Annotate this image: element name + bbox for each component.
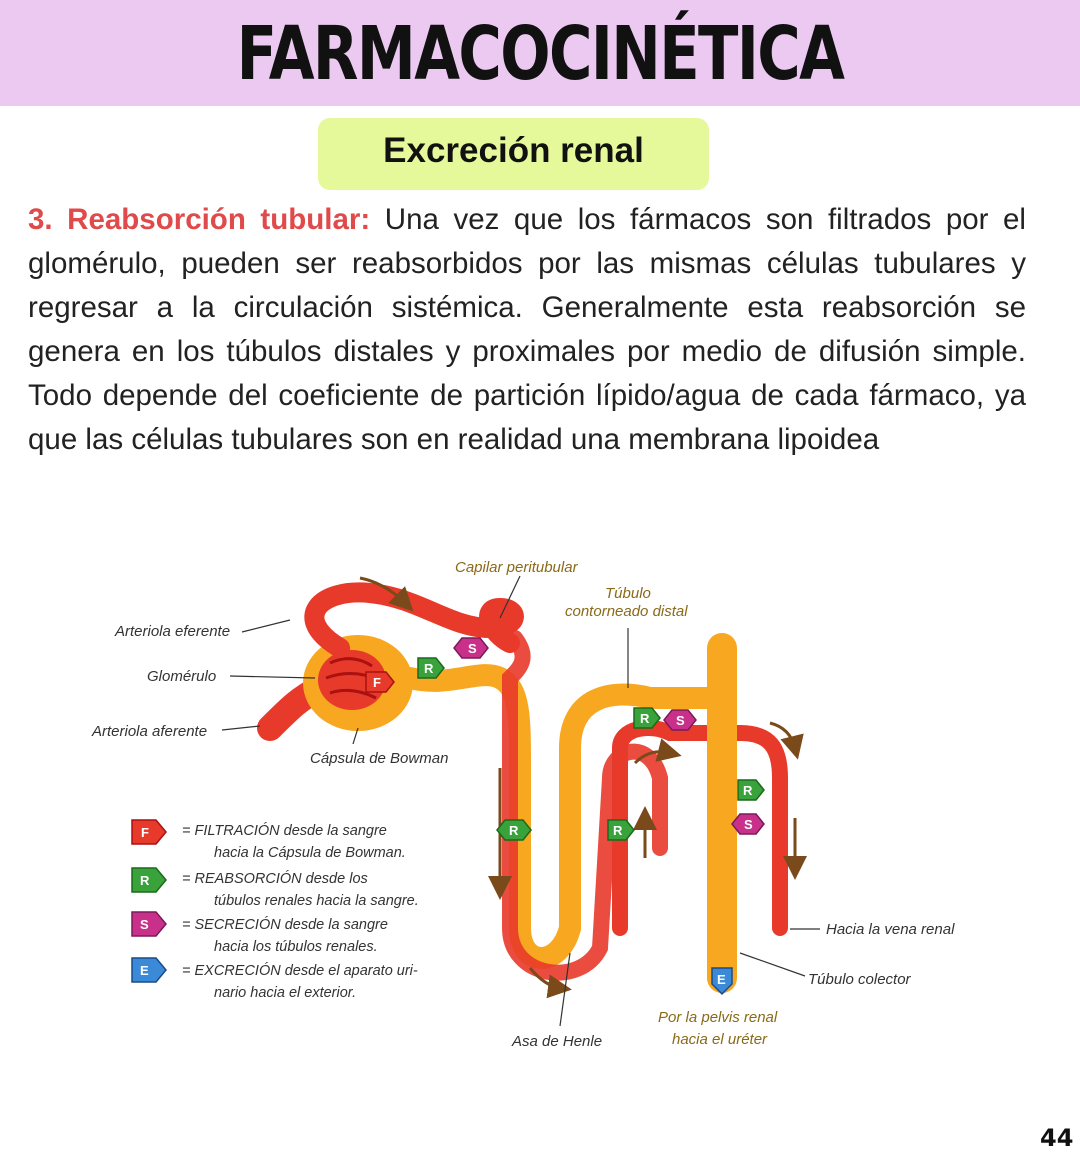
legend bbox=[132, 820, 419, 1001]
svg-text:= SECRECIÓN desde la sangre: = SECRECIÓN desde la sangre bbox=[182, 917, 388, 933]
svg-text:E: E bbox=[717, 972, 726, 987]
paragraph-body: Una vez que los fármacos son filtrados por el glomérulo, pueden ser reabsorbidos por las mismas células tubulares y regresar a la circulación sistémica. Generalmente esta reabsorción se genera en los túbulos distales y proximales por medio de difusión simple. Todo depende del coeficiente de partición lípido/agua de cada fármaco, ya que las células tubulares son en realidad una membrana lipoidea bbox=[28, 203, 1026, 456]
nephron-diagram bbox=[90, 548, 990, 1060]
label-capsula-bowman: Cápsula de Bowman bbox=[310, 750, 449, 767]
label-tubulo-colector: Túbulo colector bbox=[808, 971, 911, 988]
legend-item-secrecion bbox=[132, 912, 388, 955]
svg-text:hacia los túbulos renales.: hacia los túbulos renales. bbox=[214, 939, 378, 955]
label-capilar-peritubular: Capilar peritubular bbox=[455, 559, 578, 576]
badge-s-middle bbox=[664, 710, 696, 730]
svg-text:S: S bbox=[468, 641, 477, 656]
label-arteriola-eferente: Arteriola eferente bbox=[115, 623, 231, 640]
header-band bbox=[0, 0, 1080, 106]
svg-text:F: F bbox=[373, 675, 381, 690]
efferent-arteriole bbox=[314, 592, 514, 648]
badge-r-henle bbox=[608, 820, 634, 840]
proximal-tubule bbox=[410, 675, 570, 958]
svg-text:nario hacia el exterior.: nario hacia el exterior. bbox=[214, 985, 357, 1001]
svg-text:túbulos renales hacia la sangr: túbulos renales hacia la sangre. bbox=[214, 893, 419, 909]
svg-text:S: S bbox=[744, 817, 753, 832]
svg-text:E: E bbox=[140, 963, 149, 978]
svg-text:R: R bbox=[743, 783, 753, 798]
svg-text:hacia la Cápsula de Bowman.: hacia la Cápsula de Bowman. bbox=[214, 845, 406, 861]
legend-item-filtracion bbox=[132, 820, 406, 861]
label-asa-henle: Asa de Henle bbox=[512, 1033, 603, 1050]
svg-text:R: R bbox=[509, 823, 519, 838]
svg-text:R: R bbox=[424, 661, 434, 676]
label-pelvis-2: hacia el uréter bbox=[672, 1031, 768, 1048]
label-pelvis-1: Por la pelvis renal bbox=[658, 1009, 778, 1026]
label-glomerulo: Glomérulo bbox=[147, 668, 217, 685]
label-tubulo-2: contorneado distal bbox=[565, 603, 688, 620]
svg-text:S: S bbox=[676, 713, 685, 728]
legend-item-reabsorcion bbox=[132, 868, 419, 909]
paragraph-lead: 3. Reabsorción tubular: bbox=[28, 203, 371, 236]
page-number: 44 bbox=[1040, 1124, 1074, 1152]
svg-text:= FILTRACIÓN desde la sangre: = FILTRACIÓN desde la sangre bbox=[182, 823, 387, 839]
label-arteriola-aferente: Arteriola aferente bbox=[92, 723, 208, 740]
svg-text:R: R bbox=[613, 823, 623, 838]
page-title: FARMACOCINÉTICA bbox=[236, 11, 844, 97]
section-badge bbox=[318, 118, 709, 190]
label-tubulo-1: Túbulo bbox=[605, 585, 651, 602]
svg-text:S: S bbox=[140, 917, 149, 932]
label-vena-renal: Hacia la vena renal bbox=[826, 921, 955, 938]
section-subtitle: Excreción renal bbox=[383, 131, 644, 170]
svg-text:= REABSORCIÓN desde los: = REABSORCIÓN desde los bbox=[182, 871, 368, 887]
svg-text:R: R bbox=[140, 873, 150, 888]
svg-text:= EXCRECIÓN desde el aparato u: = EXCRECIÓN desde el aparato uri- bbox=[182, 963, 418, 979]
badge-s-right bbox=[732, 814, 764, 834]
badge-r-left bbox=[497, 820, 531, 840]
svg-text:F: F bbox=[141, 825, 149, 840]
badge-s-top bbox=[454, 638, 488, 658]
badge-r-right bbox=[738, 780, 764, 800]
body-paragraph bbox=[28, 198, 1026, 462]
svg-text:R: R bbox=[640, 711, 650, 726]
legend-item-excrecion bbox=[132, 958, 418, 1001]
